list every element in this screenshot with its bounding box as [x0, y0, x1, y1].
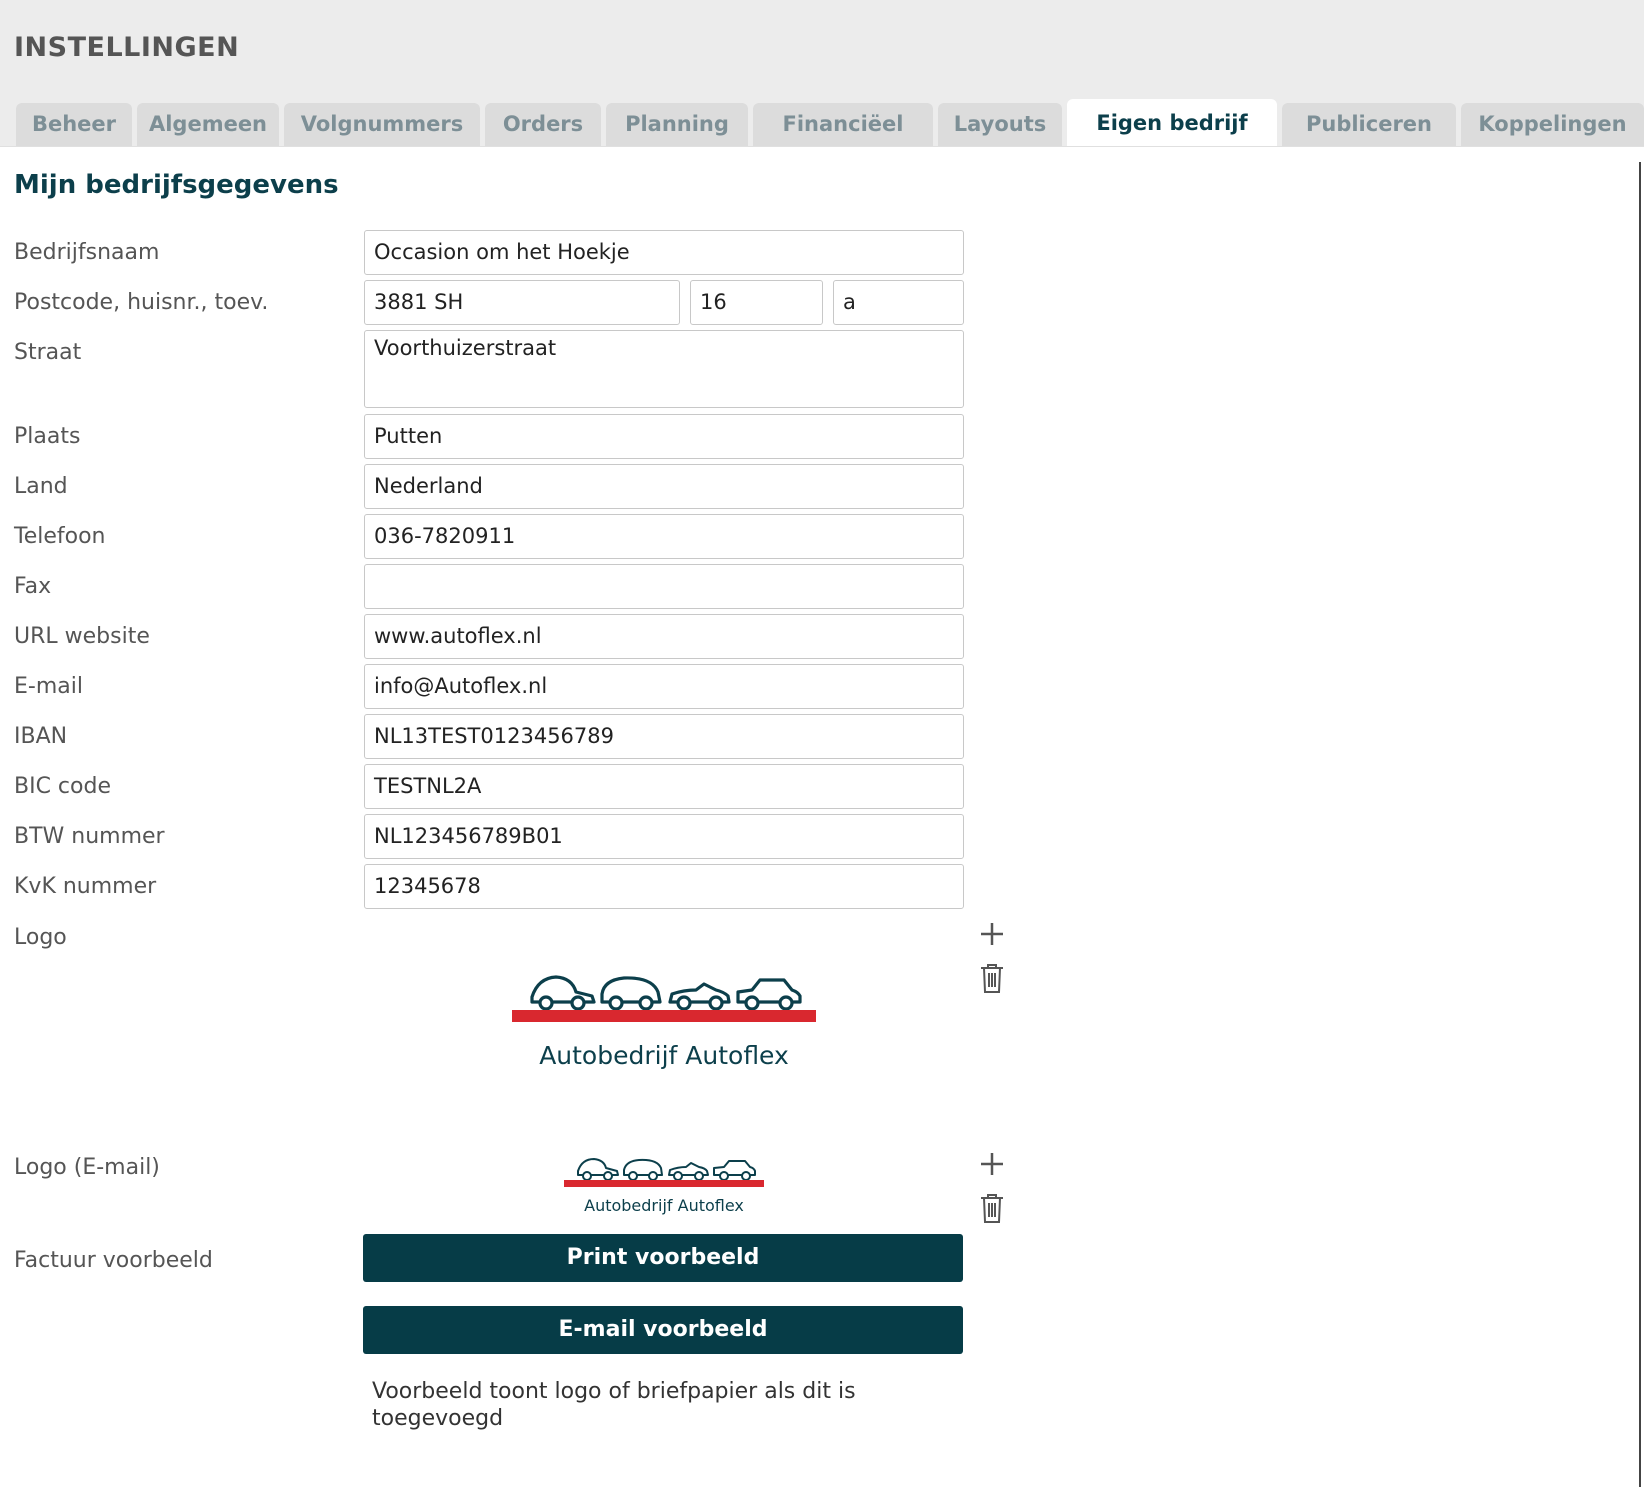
- logo-email-label: Logo (E-mail): [14, 1155, 160, 1180]
- plaats-label: Plaats: [14, 424, 81, 449]
- delete-logo-trash-icon[interactable]: [976, 962, 1008, 994]
- toevoeging-input[interactable]: a: [833, 280, 964, 325]
- header-bar: [0, 0, 1644, 96]
- tab-algemeen[interactable]: Algemeen: [137, 103, 279, 146]
- website-label: URL website: [14, 624, 150, 649]
- huisnr-input[interactable]: 16: [690, 280, 823, 325]
- section-title: Mijn bedrijfsgegevens: [14, 170, 339, 200]
- kvk-input[interactable]: 12345678: [364, 864, 964, 909]
- tab-eigen-bedrijf[interactable]: Eigen bedrijf: [1067, 99, 1277, 146]
- tab-beheer[interactable]: Beheer: [16, 103, 132, 146]
- tab-bar: [0, 96, 1644, 146]
- straat-label: Straat: [14, 340, 82, 365]
- straat-textarea[interactable]: Voorthuizerstraat: [364, 330, 964, 408]
- telefoon-label: Telefoon: [14, 524, 106, 549]
- btw-label: BTW nummer: [14, 824, 165, 849]
- add-email-logo-plus-icon[interactable]: [976, 1148, 1008, 1180]
- print-preview-button[interactable]: Print voorbeeld: [363, 1234, 963, 1282]
- bedrijfsnaam-input[interactable]: Occasion om het Hoekje: [364, 230, 964, 275]
- tab-orders[interactable]: Orders: [485, 103, 601, 146]
- bic-label: BIC code: [14, 774, 111, 799]
- btw-input[interactable]: NL123456789B01: [364, 814, 964, 859]
- fax-label: Fax: [14, 574, 52, 599]
- company-logo-caption: Autobedrijf Autoflex: [539, 1041, 789, 1070]
- company-logo: [512, 972, 816, 1082]
- delete-email-logo-trash-icon[interactable]: [976, 1192, 1008, 1224]
- tab-koppelingen[interactable]: Koppelingen: [1461, 103, 1644, 146]
- email-input[interactable]: info@Autoflex.nl: [364, 664, 964, 709]
- scrollbar[interactable]: [1639, 162, 1641, 1487]
- land-input[interactable]: Nederland: [364, 464, 964, 509]
- preview-note: Voorbeeld toont logo of briefpapier als dit is toegevoegd: [372, 1379, 856, 1431]
- telefoon-input[interactable]: 036-7820911: [364, 514, 964, 559]
- email-logo-caption: Autobedrijf Autoflex: [584, 1196, 744, 1215]
- postcode-input[interactable]: 3881 SH: [364, 280, 680, 325]
- land-label: Land: [14, 474, 68, 499]
- iban-input[interactable]: NL13TEST0123456789: [364, 714, 964, 759]
- iban-label: IBAN: [14, 724, 68, 749]
- tab-volgnummers[interactable]: Volgnummers: [284, 103, 480, 146]
- page-title: INSTELLINGEN: [14, 32, 240, 63]
- email-label: E-mail: [14, 674, 83, 699]
- tab-layouts[interactable]: Layouts: [938, 103, 1062, 146]
- tab-financieel[interactable]: Financiëel: [753, 103, 933, 146]
- website-input[interactable]: www.autoflex.nl: [364, 614, 964, 659]
- plaats-input[interactable]: Putten: [364, 414, 964, 459]
- kvk-label: KvK nummer: [14, 874, 157, 899]
- add-logo-plus-icon[interactable]: [976, 918, 1008, 950]
- bedrijfsnaam-label: Bedrijfsnaam: [14, 240, 160, 265]
- bic-input[interactable]: TESTNL2A: [364, 764, 964, 809]
- email-logo: [564, 1155, 764, 1221]
- postcode-label: Postcode, huisnr., toev.: [14, 290, 269, 315]
- logo-label: Logo: [14, 925, 67, 950]
- tab-publiceren[interactable]: Publiceren: [1282, 103, 1456, 146]
- tab-divider: [0, 146, 1644, 147]
- tab-planning[interactable]: Planning: [606, 103, 748, 146]
- factuur-voorbeeld-label: Factuur voorbeeld: [14, 1248, 213, 1273]
- email-preview-button[interactable]: E-mail voorbeeld: [363, 1306, 963, 1354]
- fax-input[interactable]: [364, 564, 964, 609]
